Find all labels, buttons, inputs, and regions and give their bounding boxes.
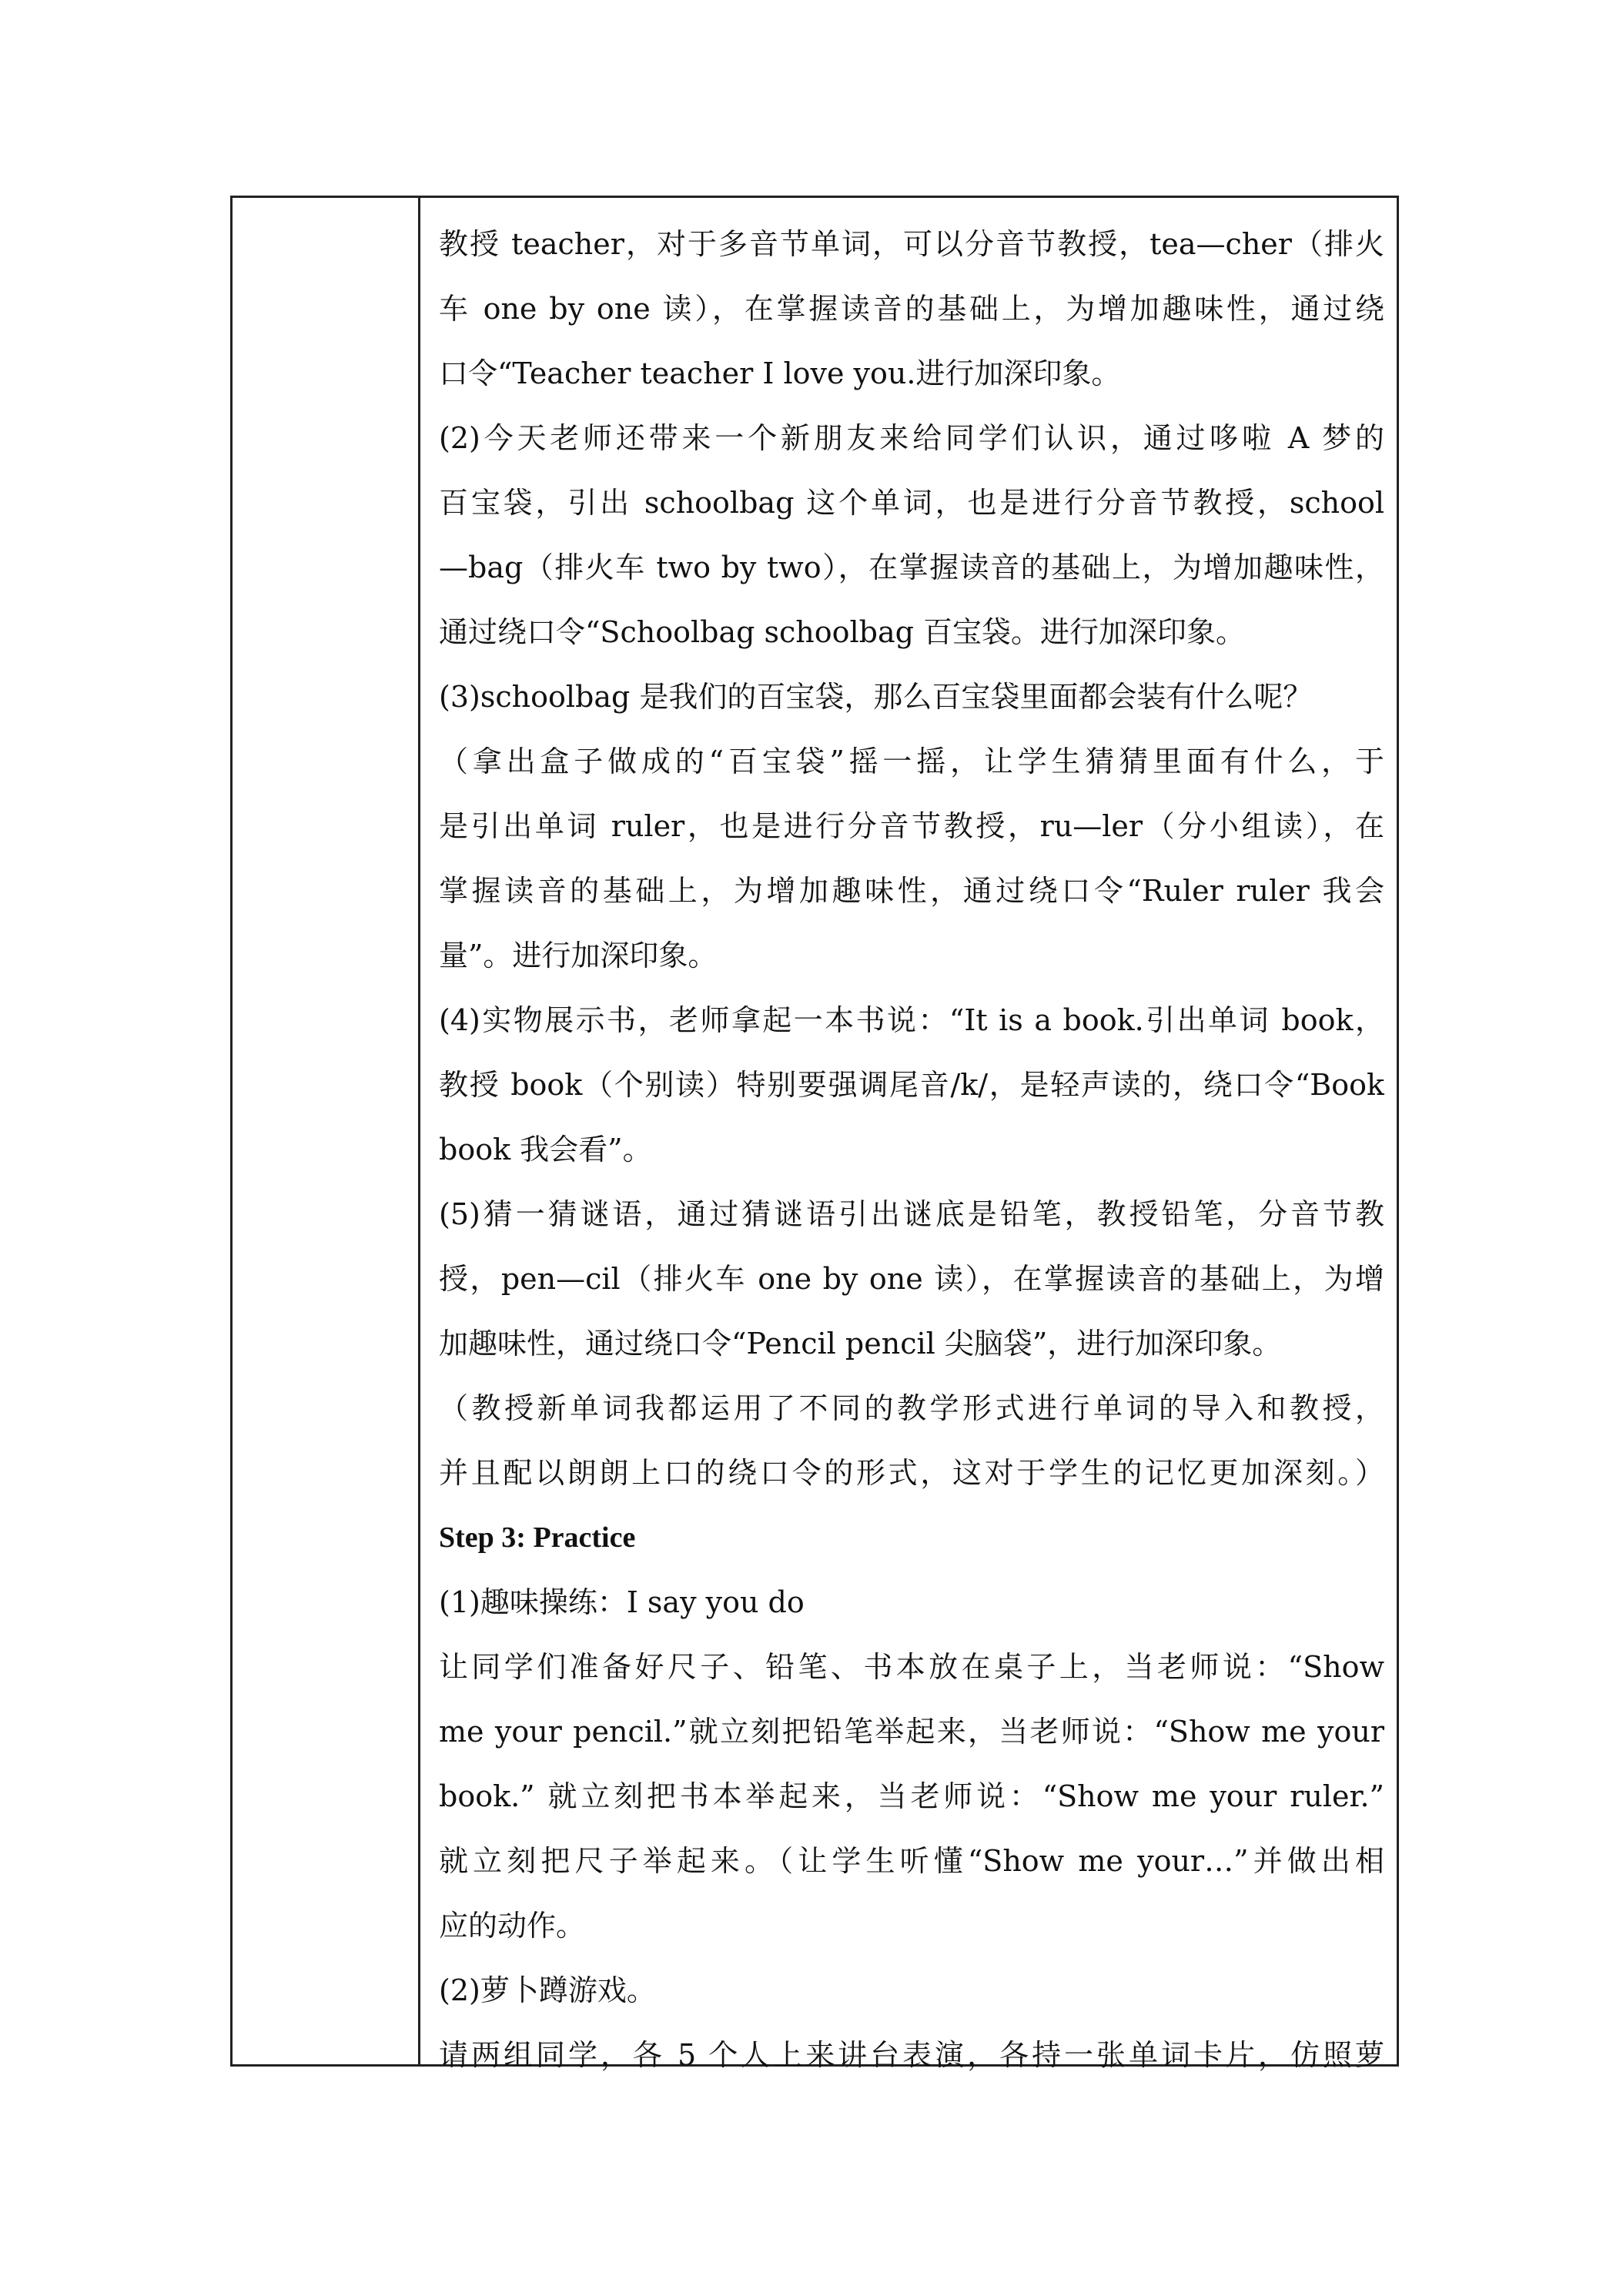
content-column-cell [423,198,1397,2072]
left-column-cell [233,198,420,2064]
text-line-15: book 我会看”。 [439,1133,652,1166]
text-line-27: 应的动作。 [439,1909,586,1943]
text-line-6: —bag（排火车 two by two），在掌握读音的基础上，为增加趣味性， [439,551,1384,584]
text-line-12: 量”。进行加深印象。 [439,939,718,972]
text-line-19: （教授新单词我都运用了不同的教学形式进行单词的导入和教授， [439,1391,1384,1425]
text-line-22: (1)趣味操练：I say you do [439,1585,805,1619]
text-line-11: 掌握读音的基础上，为增加趣味性，通过绕口令“Ruler ruler 我会 [439,874,1384,908]
section-heading-step-3: Step 3: Practice [439,1521,636,1554]
text-line-18: 加趣味性，通过绕口令“Pencil pencil 尖脑袋”，进行加深印象。 [439,1327,1282,1361]
lesson-plan-table [230,196,1399,2072]
text-line-26: 就立刻把尺子举起来。（让学生听懂“Show me your…”并做出相 [439,1844,1384,1878]
text-line-28: (2)萝卜蹲游戏。 [439,1973,656,2007]
text-line-13: (4)实物展示书，老师拿起一本书说：“It is a book.引出单词 book， [439,1003,1384,1037]
text-line-5: 百宝袋，引出 schoolbag 这个单词，也是进行分音节教授，school [439,486,1384,520]
text-line-16: (5)猜一猜谜语，通过猜谜语引出谜底是铅笔，教授铅笔，分音节教 [439,1197,1384,1231]
text-line-4: (2)今天老师还带来一个新朋友来给同学们认识，通过哆啦 A 梦的 [439,421,1384,455]
text-line-10: 是引出单词 ruler，也是进行分音节教授，ru—ler（分小组读），在 [439,809,1384,843]
text-line-24: me your pencil.”就立刻把铅笔举起来，当老师说：“Show me your [439,1715,1384,1749]
text-line-20: 并且配以朗朗上口的绕口令的形式，这对于学生的记忆更加深刻。） [439,1456,1384,1490]
text-line-1: 教授 teacher，对于多音节单词，可以分音节教授，tea—cher（排火 [439,227,1384,261]
text-line-3: 口令“Teacher teacher I love you.进行加深印象。 [439,356,1121,390]
text-line-7: 通过绕口令“Schoolbag schoolbag 百宝袋。进行加深印象。 [439,615,1246,649]
text-line-2: 车 one by one 读），在掌握读音的基础上，为增加趣味性，通过绕 [439,292,1384,326]
text-line-14: 教授 book（个别读）特别要强调尾音/k/，是轻声读的，绕口令“Book [439,1068,1384,1102]
text-line-9: （拿出盒子做成的“百宝袋”摇一摇，让学生猜猜里面有什么，于 [439,745,1384,778]
text-line-8: (3)schoolbag 是我们的百宝袋，那么百宝袋里面都会装有什么呢？ [439,680,1313,714]
text-line-23: 让同学们准备好尺子、铅笔、书本放在桌子上，当老师说：“Show [439,1650,1384,1684]
text-line-17: 授，pen—cil（排火车 one by one 读），在掌握读音的基础上，为增 [439,1262,1384,1296]
text-line-25: book.” 就立刻把书本举起来，当老师说：“Show me your ruler.” [439,1779,1384,1813]
text-line-29: 请两组同学，各 5 个人上来讲台表演，各持一张单词卡片，仿照萝 [439,2038,1384,2072]
